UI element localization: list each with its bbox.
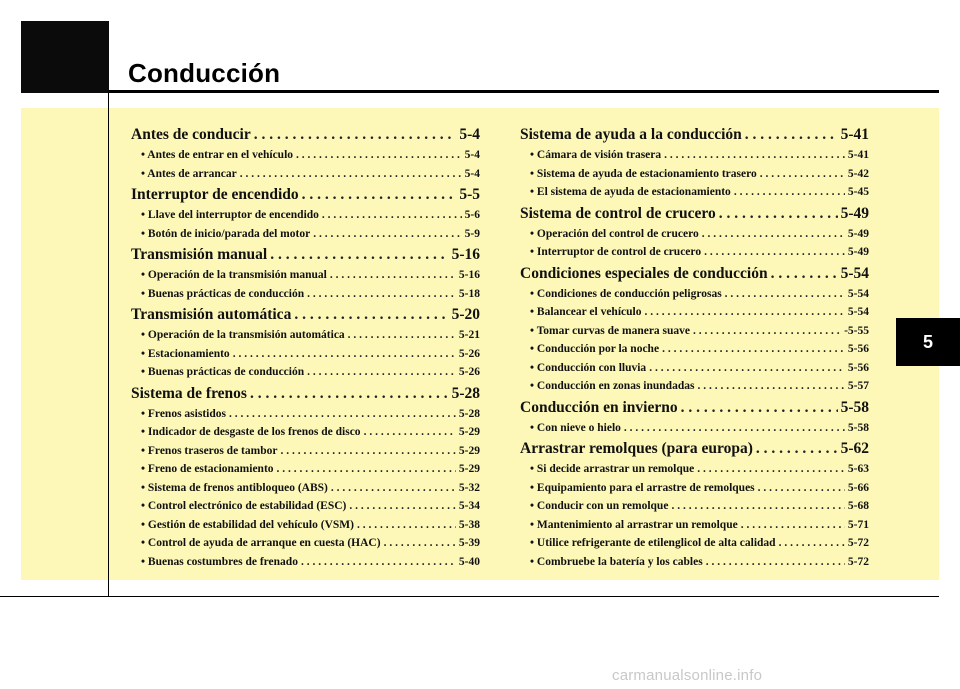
toc-subsection-entry[interactable]	[131, 363, 480, 382]
dot-leader	[240, 165, 462, 184]
toc-entry-page: 5-40	[458, 555, 480, 568]
toc-entry-page: 5-66	[847, 481, 869, 494]
toc-entry-page: 5-72	[847, 537, 869, 549]
toc-entry-title: • Antes de entrar en el vehículo	[141, 149, 294, 161]
toc-entry-page: 5-4	[464, 167, 480, 180]
dot-leader	[704, 243, 845, 262]
toc-entry-title: Interruptor de encendido	[131, 186, 299, 203]
toc-subsection-entry[interactable]	[131, 534, 480, 553]
toc-entry-page: 5-41	[840, 126, 869, 143]
dot-leader	[331, 479, 456, 498]
toc-subsection-entry[interactable]	[520, 146, 869, 165]
toc-subsection-entry[interactable]	[131, 497, 480, 516]
toc-subsection-entry[interactable]	[520, 534, 869, 553]
dot-leader	[270, 244, 448, 266]
toc-entry-page: 5-54	[840, 264, 869, 282]
toc-entry-page: 5-28	[451, 384, 480, 402]
dot-leader	[662, 340, 845, 359]
toc-entry-page: 5-39	[458, 537, 480, 549]
toc-subsection-entry[interactable]	[520, 460, 869, 479]
dot-leader	[349, 497, 456, 516]
toc-entry-page: 5-16	[458, 269, 480, 281]
toc-subsection-entry[interactable]	[131, 146, 480, 165]
dot-leader	[301, 553, 456, 572]
toc-entry-page: 5-68	[847, 500, 869, 512]
toc-section-entry[interactable]	[131, 184, 480, 206]
toc-entry-title: • Operación del control de crucero	[530, 227, 699, 240]
toc-entry-page: 5-5	[459, 186, 480, 203]
toc-entry-page: 5-28	[458, 407, 480, 420]
dot-leader	[322, 206, 462, 225]
toc-entry-page: 5-20	[451, 306, 480, 323]
toc-section-entry[interactable]	[131, 244, 480, 266]
toc-entry-page: 5-72	[847, 555, 869, 568]
dot-leader	[693, 322, 841, 341]
dot-leader	[250, 383, 449, 405]
toc-entry-title: • El sistema de ayuda de estacionamiento	[530, 186, 731, 198]
toc-entry-title: • Buenas prácticas de conducción	[141, 287, 305, 300]
dot-leader	[330, 266, 456, 285]
toc-section-entry[interactable]	[520, 397, 869, 419]
toc-section-entry[interactable]	[520, 203, 869, 225]
toc-entry-page: 5-71	[847, 518, 869, 531]
toc-entry-title: Arrastrar remolques (para europa)	[520, 440, 753, 457]
toc-subsection-entry[interactable]	[520, 479, 869, 498]
toc-entry-page: 5-63	[847, 463, 869, 475]
toc-column-left	[131, 123, 480, 571]
toc-subsection-entry[interactable]	[131, 479, 480, 498]
toc-entry-page: 5-42	[847, 167, 869, 180]
toc-subsection-entry[interactable]	[131, 266, 480, 285]
toc-section-entry[interactable]	[131, 304, 480, 326]
title-rule	[109, 90, 939, 93]
toc-subsection-entry[interactable]	[520, 285, 869, 304]
toc-entry-title: • Gestión de estabilidad del vehículo (VSM)	[141, 518, 354, 531]
toc-entry-title: Sistema de frenos	[131, 384, 247, 402]
toc-entry-title: Transmisión automática	[131, 306, 292, 323]
dot-leader	[702, 225, 845, 244]
toc-subsection-entry[interactable]	[131, 165, 480, 184]
toc-entry-title: Antes de conducir	[131, 126, 251, 143]
dot-leader	[725, 285, 845, 304]
toc-entry-page: 5-57	[847, 380, 869, 392]
toc-entry-title: • Frenos asistidos	[141, 407, 226, 420]
toc-entry-title: • Conducción por la noche	[530, 343, 660, 355]
toc-entry-page: 5-45	[847, 186, 869, 198]
toc-entry-title: • Freno de estacionamiento	[141, 463, 274, 475]
toc-subsection-entry[interactable]	[131, 516, 480, 535]
toc-column-right	[520, 123, 869, 571]
dot-leader	[254, 124, 457, 146]
toc-entry-title: • Operación de la transmisión automática	[141, 329, 345, 341]
dot-leader	[745, 124, 838, 146]
toc-section-entry[interactable]	[131, 124, 480, 146]
toc-entry-title: • Tomar curvas de manera suave	[530, 324, 691, 337]
toc-subsection-entry[interactable]	[131, 405, 480, 424]
dot-leader	[758, 479, 845, 498]
toc-entry-title: • Conducción con lluvia	[530, 361, 647, 374]
dot-leader	[644, 303, 844, 322]
toc-section-entry[interactable]	[520, 438, 869, 460]
toc-entry-title: Condiciones especiales de conducción	[520, 264, 768, 282]
toc-subsection-entry[interactable]	[131, 285, 480, 304]
toc-entry-title: • Sistema de frenos antibloqueo (ABS)	[141, 481, 328, 494]
dot-leader	[697, 460, 845, 479]
dot-leader	[307, 363, 456, 382]
toc-subsection-entry[interactable]	[520, 225, 869, 244]
toc-entry-page: 5-56	[847, 361, 869, 374]
toc-entry-title: • Condiciones de conducción peligrosas	[530, 287, 722, 300]
toc-section-entry[interactable]	[520, 263, 869, 285]
toc-subsection-entry[interactable]	[520, 322, 869, 341]
dot-leader	[779, 534, 845, 553]
margin-line	[108, 93, 109, 597]
toc-entry-page: 5-54	[847, 306, 869, 318]
toc-entry-title: • Llave del interruptor de encendido	[141, 209, 319, 221]
toc-entry-page: 5-58	[847, 421, 869, 434]
dot-leader	[277, 460, 456, 479]
toc-entry-page: 5-32	[458, 481, 480, 494]
toc-entry-title: • Antes de arrancar	[141, 167, 237, 180]
toc-entry-title: • Con nieve o hielo	[530, 421, 621, 434]
toc-subsection-entry[interactable]	[520, 359, 869, 378]
page-title: Conducción	[128, 58, 281, 88]
toc-entry-title: • Equipamiento para el arrastre de remolques	[530, 481, 755, 494]
toc-entry-title: • Conducción en zonas inundadas	[530, 380, 695, 392]
toc-entry-page: 5-26	[458, 366, 480, 378]
toc-entry-page: 5-49	[847, 227, 869, 240]
toc-subsection-entry[interactable]	[520, 419, 869, 438]
header-black-block	[21, 21, 109, 93]
toc-entry-title: • Botón de inicio/parada del motor	[141, 227, 311, 240]
toc-entry-title: • Control de ayuda de arranque en cuesta (HAC)	[141, 537, 381, 549]
dot-leader	[719, 203, 838, 225]
toc-subsection-entry[interactable]	[520, 183, 869, 202]
dot-leader	[624, 419, 845, 438]
toc-entry-title: • Indicador de desgaste de los frenos de disco	[141, 426, 361, 438]
toc-entry-title: • Frenos traseros de tambor	[141, 444, 278, 457]
toc-subsection-entry[interactable]	[520, 243, 869, 262]
toc-entry-page: 5-49	[847, 246, 869, 258]
toc-subsection-entry[interactable]	[520, 303, 869, 322]
chapter-tab[interactable]: 5	[896, 318, 960, 366]
toc-entry-page: 5-49	[840, 204, 869, 222]
dot-leader	[313, 225, 461, 244]
dot-leader	[348, 326, 456, 345]
toc-subsection-entry[interactable]	[131, 553, 480, 572]
watermark: carmanualsonline.info	[612, 667, 763, 684]
toc-subsection-entry[interactable]	[520, 553, 869, 572]
dot-leader	[294, 304, 448, 326]
toc-section-entry[interactable]	[131, 383, 480, 405]
toc-entry-title: • Si decide arrastrar un remolque	[530, 463, 695, 475]
toc-entry-page: 5-16	[451, 246, 480, 263]
dot-leader	[233, 345, 456, 364]
dot-leader	[760, 165, 845, 184]
dot-leader	[697, 377, 844, 396]
toc-entry-page: 5-56	[847, 343, 869, 355]
dot-leader	[302, 184, 457, 206]
toc-entry-title: • Control electrónico de estabilidad (ESC)	[141, 500, 347, 512]
toc-entry-title: • Estacionamiento	[141, 347, 230, 360]
toc-entry-title: • Operación de la transmisión manual	[141, 269, 327, 281]
toc-entry-title: • Combruebe la batería y los cables	[530, 555, 703, 568]
toc-entry-title: • Buenas prácticas de conducción	[141, 366, 305, 378]
toc-entry-title: • Interruptor de control de crucero	[530, 246, 702, 258]
dot-leader	[357, 516, 456, 535]
toc-subsection-entry[interactable]	[131, 225, 480, 244]
dot-leader	[681, 397, 838, 419]
toc-entry-page: 5-58	[840, 398, 869, 416]
toc-entry-page: 5-54	[847, 287, 869, 300]
toc-entry-title: Conducción en invierno	[520, 398, 678, 416]
toc-section-entry[interactable]	[520, 124, 869, 146]
toc-entry-page: 5-38	[458, 518, 480, 531]
dot-leader	[734, 183, 845, 202]
dot-leader	[280, 442, 455, 461]
toc-subsection-entry[interactable]	[131, 442, 480, 461]
dot-leader	[671, 497, 844, 516]
toc-entry-title: • Buenas costumbres de frenado	[141, 555, 298, 568]
dot-leader	[364, 423, 456, 442]
toc-subsection-entry[interactable]	[131, 423, 480, 442]
dot-leader	[664, 146, 845, 165]
toc-entry-title: • Sistema de ayuda de estacionamiento trasero	[530, 167, 757, 180]
toc-entry-title: • Balancear el vehículo	[530, 306, 642, 318]
toc-entry-page: 5-34	[458, 500, 480, 512]
toc-entry-title: Sistema de control de crucero	[520, 204, 716, 222]
toc-entry-page: 5-62	[840, 440, 869, 457]
dot-leader	[771, 263, 838, 285]
toc-subsection-entry[interactable]	[131, 460, 480, 479]
toc-entry-page: 5-21	[458, 329, 480, 341]
toc-entry-page: 5-29	[458, 463, 480, 475]
toc-entry-page: 5-4	[459, 126, 480, 143]
toc-entry-page: 5-29	[458, 426, 480, 438]
toc-entry-title: Sistema de ayuda a la conducción	[520, 126, 742, 143]
toc-subsection-entry[interactable]	[520, 165, 869, 184]
toc-entry-page: 5-9	[464, 227, 480, 240]
toc-entry-page: 5-26	[458, 347, 480, 360]
dot-leader	[296, 146, 462, 165]
toc-entry-page: 5-18	[458, 287, 480, 300]
dot-leader	[756, 438, 838, 460]
dot-leader	[706, 553, 845, 572]
toc-subsection-entry[interactable]	[520, 340, 869, 359]
dot-leader	[229, 405, 456, 424]
toc-entry-page: 5-6	[464, 209, 480, 221]
toc-subsection-entry[interactable]	[131, 326, 480, 345]
toc-entry-title: • Cámara de visión trasera	[530, 149, 662, 161]
toc-subsection-entry[interactable]	[131, 345, 480, 364]
toc-entry-title: • Mantenimiento al arrastrar un remolque	[530, 518, 738, 531]
toc-entry-page: 5-41	[847, 149, 869, 161]
toc-subsection-entry[interactable]	[520, 497, 869, 516]
toc-subsection-entry[interactable]	[520, 377, 869, 396]
footer-rule	[0, 596, 939, 597]
toc-entry-page: 5-4	[464, 149, 480, 161]
dot-leader	[649, 359, 845, 378]
dot-leader	[384, 534, 456, 553]
toc-entry-title: Transmisión manual	[131, 246, 268, 263]
toc-entry-page: -5-55	[844, 324, 869, 337]
dot-leader	[307, 285, 456, 304]
toc-subsection-entry[interactable]	[131, 206, 480, 225]
dot-leader	[741, 516, 845, 535]
toc-subsection-entry[interactable]	[520, 516, 869, 535]
toc-entry-title: • Utilice refrigerante de etilenglicol de alta calidad	[530, 537, 776, 549]
toc-entry-page: 5-29	[458, 444, 480, 457]
toc-entry-title: • Conducir con un remolque	[530, 500, 669, 512]
